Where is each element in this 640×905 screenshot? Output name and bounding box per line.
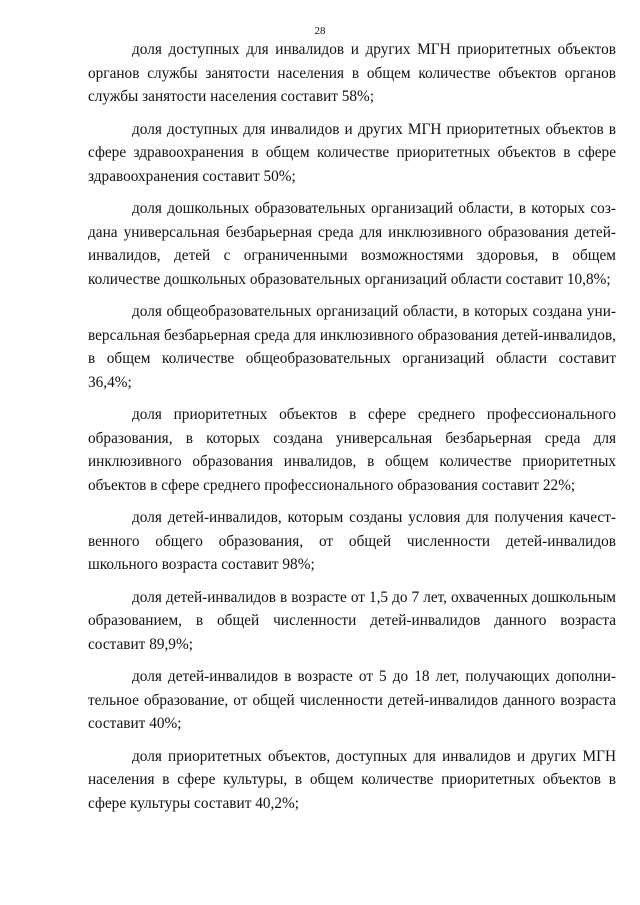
paragraph-vocational-education: доля приоритетных объектов в сфере среднего профессионального образования, в которых создана универсальная безбарьерная среда для инклюзивного образования инвалидов, в общем количестве приоритетных объектов в сфере среднего профессионального образования составит 22%; [88,406,616,494]
paragraph-general-education-organizations: доля общеобразовательных организаций области, в которых создана универсальная безбарьерная среда для инклюзивного образования детей-инвалидов, в общем количестве общеобразовательных организаций области составит 36,4%; [88,303,616,391]
paragraph-culture: доля приоритетных объектов, доступных для инвалидов и других МГН населения в сфере культуры, в общем количестве приоритетных объектов в сфере культуры составит 40,2%; [88,747,616,812]
body-text [88,38,616,824]
paragraph-employment-services: доля доступных для инвалидов и других МГН приоритетных объектов органов службы занятости населения в общем количестве объектов органов службы занятости населения составит 58%; [88,41,616,105]
paragraph-preschool-organizations: доля дошкольных образовательных организаций области, в которых создана универсальная безбарьерная среда для инклюзивного образования детей-инвалидов, детей с ограниченными возможностями здоровья, в общем количестве дошкольных образовательных организаций области составит 10,8%; [88,200,616,288]
paragraph-preschool-coverage: доля детей-инвалидов в возрасте от 1,5 до 7 лет, охваченных дошкольным образованием, в общей численности детей-инвалидов данного возраста составит 89,9%; [88,588,616,653]
paragraph-quality-general-education: доля детей-инвалидов, которым созданы условия для получения качественного общего образования, от общей численности детей-инвалидов школьного возраста составит 98%; [88,509,616,573]
paragraph-healthcare: доля доступных для инвалидов и других МГН приоритетных объектов в сфере здравоохранения в общем количестве приоритетных объектов в сфере здравоохранения составит 50%; [88,120,616,185]
paragraph-additional-education: доля детей-инвалидов в возрасте от 5 до 18 лет, получающих дополнительное образование, от общей численности детей-инвалидов данного возраста составит 40%; [88,668,616,732]
page-number: 28 [314,25,326,37]
